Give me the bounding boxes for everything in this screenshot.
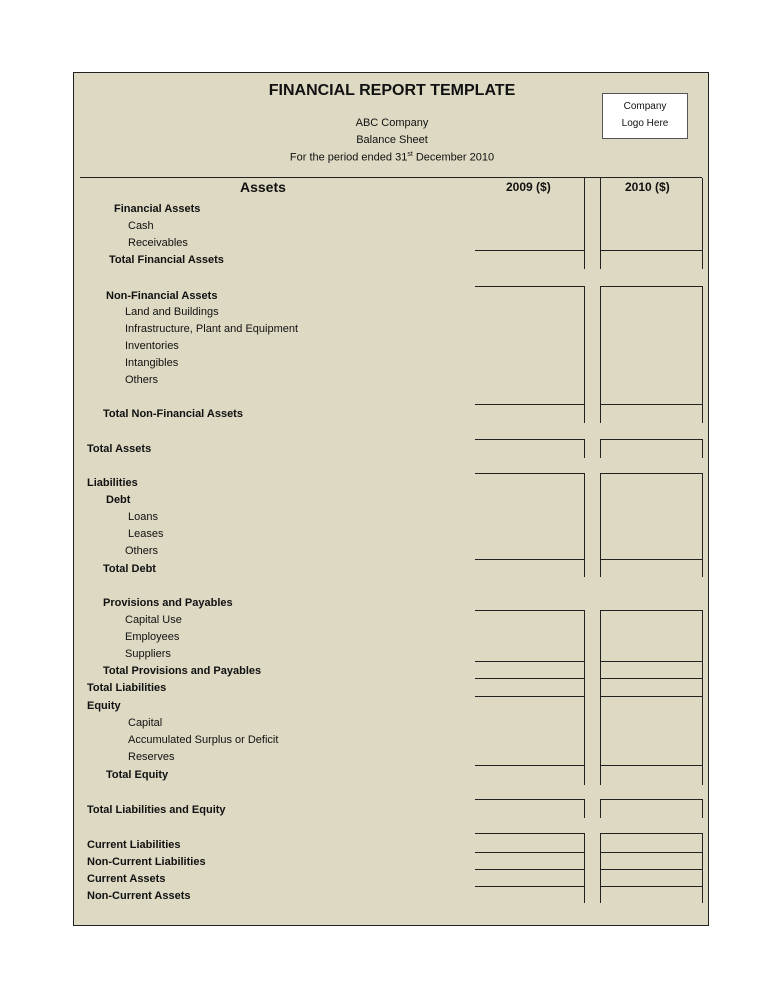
col-2010-rule xyxy=(600,678,702,679)
col-2010-border xyxy=(600,439,601,458)
col-2009-border xyxy=(584,833,585,903)
row-label-debt: Debt xyxy=(106,494,131,506)
row-label-leases: Leases xyxy=(128,528,164,540)
row-label-capital-use: Capital Use xyxy=(125,614,182,626)
col-2009-rule xyxy=(475,833,584,834)
col-2010-border xyxy=(600,473,601,577)
period-ordinal: st xyxy=(407,151,413,158)
row-label-total-non-financial-assets: Total Non-Financial Assets xyxy=(103,408,243,420)
row-label-total-assets: Total Assets xyxy=(87,443,152,455)
row-label-employees: Employees xyxy=(125,631,180,643)
col-2009-border xyxy=(584,439,585,458)
col-2010-border xyxy=(600,799,601,818)
row-label-capital: Capital xyxy=(128,717,163,729)
col-2009-rule xyxy=(475,559,584,560)
period-line xyxy=(74,151,710,164)
col-2010-border xyxy=(600,178,601,269)
col-2009-border xyxy=(584,473,585,577)
col-2009-rule xyxy=(475,765,584,766)
row-label-non-financial-assets: Non-Financial Assets xyxy=(106,290,218,302)
col-2009-rule xyxy=(475,610,584,611)
period-prefix: For the period ended 31 xyxy=(289,151,408,164)
row-label-total-debt: Total Debt xyxy=(103,563,156,575)
col-2009-rule xyxy=(475,852,584,853)
col-2010-border xyxy=(600,286,601,423)
col-2009-border xyxy=(584,610,585,701)
report-title: FINANCIAL REPORT TEMPLATE xyxy=(268,82,516,99)
row-label-loans: Loans xyxy=(128,511,158,523)
col-2010-border xyxy=(702,610,703,701)
col-2010-border xyxy=(702,799,703,818)
col-2010-rule xyxy=(600,799,702,800)
row-label-others-assets: Others xyxy=(125,374,159,386)
col-2009-border xyxy=(584,799,585,818)
col-2009-rule xyxy=(475,869,584,870)
col-2009-rule xyxy=(475,439,584,440)
col-2010-rule xyxy=(600,833,702,834)
period-suffix: December 2010 xyxy=(412,151,495,164)
col-2010-rule xyxy=(600,610,702,611)
col-2010-border xyxy=(600,833,601,903)
col-2010-rule xyxy=(600,250,702,251)
col-2009-rule xyxy=(475,286,584,287)
col-2010-rule xyxy=(600,439,702,440)
col-2009-rule xyxy=(475,696,584,697)
row-label-intangibles: Intangibles xyxy=(125,357,179,369)
header-divider xyxy=(80,177,702,178)
col-2009-border xyxy=(584,178,585,269)
col-2009-rule xyxy=(475,678,584,679)
col-2009-rule xyxy=(475,661,584,662)
company-logo-placeholder xyxy=(602,93,688,139)
column-header-2010: 2010 ($) xyxy=(625,180,670,194)
row-label-infrastructure: Infrastructure, Plant and Equipment xyxy=(125,323,299,335)
col-2010-border xyxy=(600,610,601,701)
section-heading-assets: Assets xyxy=(240,179,286,195)
col-2009-border xyxy=(584,286,585,423)
col-2010-border xyxy=(702,833,703,903)
company-name: ABC Company xyxy=(355,117,429,129)
col-2010-rule xyxy=(600,404,702,405)
row-label-inventories: Inventories xyxy=(125,340,179,352)
col-2010-border xyxy=(702,439,703,458)
row-label-total-liabilities-and-equity: Total Liabilities and Equity xyxy=(87,804,226,816)
row-label-current-assets: Current Assets xyxy=(87,873,166,885)
row-label-cash: Cash xyxy=(128,220,154,232)
row-label-non-current-assets: Non-Current Assets xyxy=(87,890,191,902)
col-2009-rule xyxy=(475,799,584,800)
col-2010-rule xyxy=(600,852,702,853)
row-label-accumulated-surplus: Accumulated Surplus or Deficit xyxy=(128,734,279,746)
col-2009-rule xyxy=(475,404,584,405)
row-label-equity: Equity xyxy=(87,700,121,712)
column-header-2009: 2009 ($) xyxy=(506,180,551,194)
row-label-provisions-and-payables: Provisions and Payables xyxy=(103,597,233,609)
col-2010-rule xyxy=(600,473,702,474)
row-label-total-financial-assets: Total Financial Assets xyxy=(109,254,224,266)
logo-line-1: Company xyxy=(623,101,667,112)
row-label-receivables: Receivables xyxy=(128,237,188,249)
row-label-financial-assets: Financial Assets xyxy=(114,203,201,215)
col-2010-border xyxy=(702,696,703,785)
col-2010-rule xyxy=(600,696,702,697)
row-label-liabilities: Liabilities xyxy=(87,477,138,489)
sheet-name: Balance Sheet xyxy=(356,134,428,146)
row-label-reserves: Reserves xyxy=(128,751,175,763)
col-2010-border xyxy=(702,473,703,577)
col-2010-rule xyxy=(600,559,702,560)
row-label-total-equity: Total Equity xyxy=(106,769,169,781)
row-label-current-liabilities: Current Liabilities xyxy=(87,839,181,851)
col-2009-rule xyxy=(475,250,584,251)
col-2010-rule xyxy=(600,869,702,870)
col-2010-rule xyxy=(600,286,702,287)
col-2010-rule xyxy=(600,886,702,887)
row-label-total-liabilities: Total Liabilities xyxy=(87,682,167,694)
row-label-others-debt: Others xyxy=(125,545,159,557)
row-label-suppliers: Suppliers xyxy=(125,648,171,660)
col-2010-rule xyxy=(600,765,702,766)
col-2009-rule xyxy=(475,473,584,474)
logo-line-2: Logo Here xyxy=(621,118,669,129)
col-2010-rule xyxy=(600,661,702,662)
col-2010-border xyxy=(702,178,703,269)
row-label-land-and-buildings: Land and Buildings xyxy=(125,306,219,318)
row-label-non-current-liabilities: Non-Current Liabilities xyxy=(87,856,206,868)
balance-sheet-template xyxy=(73,72,709,926)
row-label-total-provisions-and-payables: Total Provisions and Payables xyxy=(103,665,262,677)
col-2009-border xyxy=(584,696,585,785)
col-2010-border xyxy=(702,286,703,423)
col-2010-border xyxy=(600,696,601,785)
col-2009-rule xyxy=(475,886,584,887)
